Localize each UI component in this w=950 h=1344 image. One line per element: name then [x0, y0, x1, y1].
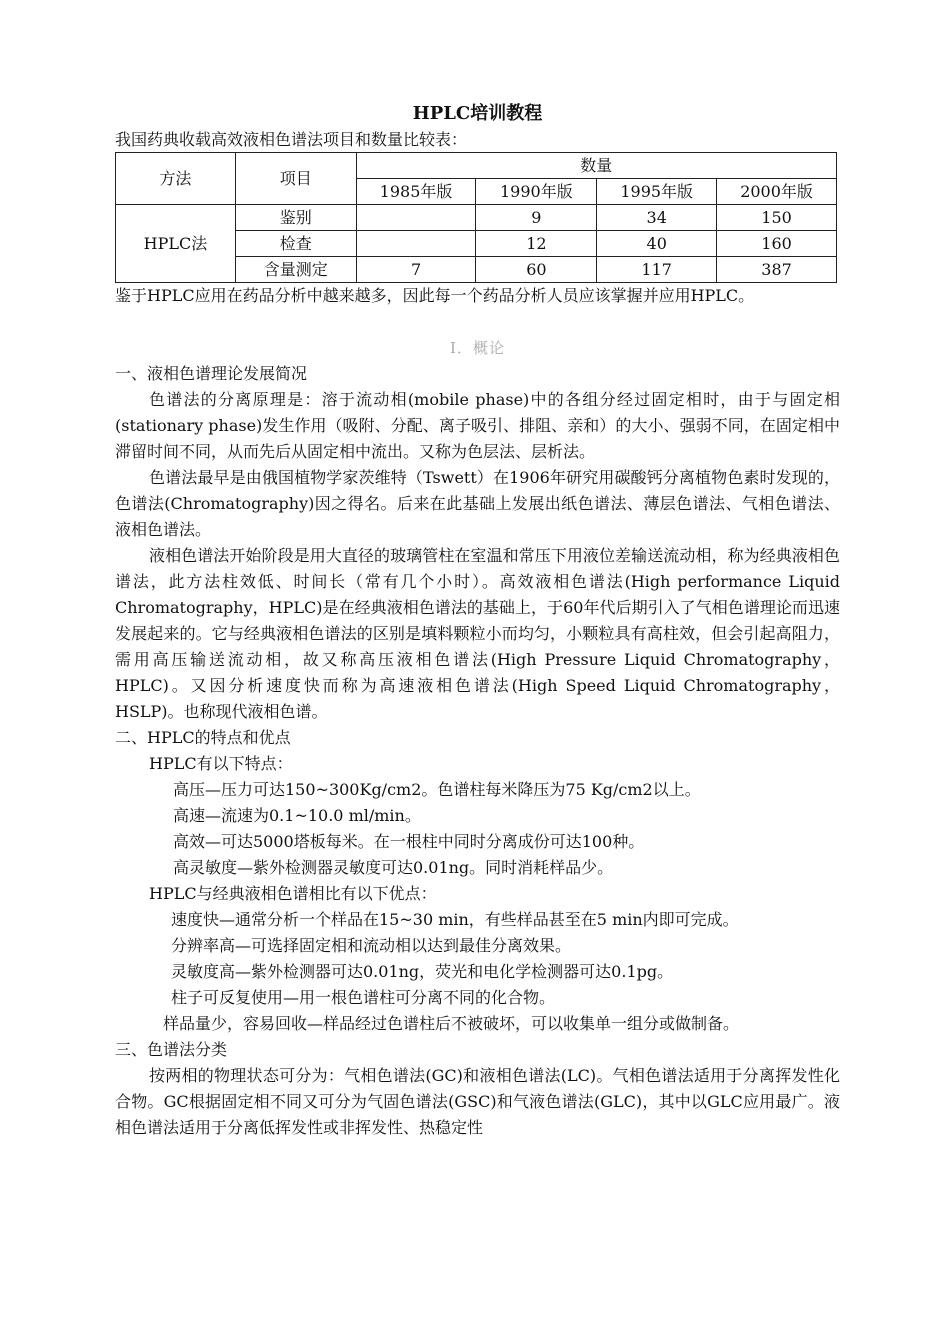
advantage-item: 灵敏度高—紫外检测器可达0.01ng，荧光和电化学检测器可达0.1pg。 — [171, 962, 674, 981]
header-quantity: 数量 — [356, 153, 836, 179]
paragraph-classification: 按两相的物理状态可分为：气相色谱法(GC)和液相色谱法(LC)。气相色谱法适用于分离挥发性化合物。GC根据固定相不同又可分为气固色谱法(GSC)和气液色谱法(GLC)，其中以GLC应用最广。液相色谱法适用于分离低挥发性或非挥发性、热稳定性 — [115, 1066, 840, 1137]
paragraph-history: 色谱法最早是由俄国植物学家茨维特（Tswett）在1906年研究用碳酸钙分离植物色素时发现的，色谱法(Chromatography)因之得名。后来在此基础上发展出纸色谱法、薄层色谱法、气相色谱法、液相色谱法。 — [115, 468, 840, 539]
header-item: 项目 — [235, 153, 356, 205]
value-cell — [356, 231, 476, 257]
header-method: 方法 — [116, 153, 236, 205]
document-page — [115, 100, 840, 1141]
advantage-item: 样品量少，容易回收—样品经过色谱柱后不被破坏，可以收集单一组分或做制备。 — [163, 1014, 740, 1033]
feature-item: 高压—压力可达150~300Kg/cm2。色谱柱每米降压为75 Kg/cm2以上。 — [173, 780, 701, 799]
value-cell: 150 — [717, 205, 837, 231]
pharmacopoeia-comparison-table — [115, 152, 837, 283]
intro-paragraph: 鉴于HPLC应用在药品分析中越来越多，因此每一个药品分析人员应该掌握并应用HPLC。 — [115, 286, 755, 305]
paragraph-separation-principle: 色谱法的分离原理是：溶于流动相(mobile phase)中的各组分经过固定相时，由于与固定相(stationary phase)发生作用（吸附、分配、离子吸引、排阻、亲和）的大小、强弱不同，在固定相中滞留时间不同，从而先后从固定相中流出。又称为色层法、层析法。 — [115, 390, 840, 461]
advantages-intro: HPLC与经典液相色谱相比有以下优点： — [149, 884, 437, 903]
feature-item: 高效—可达5000塔板每米。在一根柱中同时分离成份可达100种。 — [173, 832, 645, 851]
section-title: I．概论 — [450, 339, 505, 357]
value-cell: 60 — [476, 257, 597, 283]
feature-item: 高速—流速为0.1~10.0 ml/min。 — [173, 806, 421, 825]
value-cell: 34 — [597, 205, 717, 231]
table-row — [116, 205, 837, 231]
document-title: HPLC培训教程 — [412, 103, 543, 124]
header-year: 2000年版 — [717, 179, 837, 205]
header-year: 1995年版 — [597, 179, 717, 205]
header-year: 1990年版 — [476, 179, 597, 205]
advantage-item: 柱子可反复使用—用一根色谱柱可分离不同的化合物。 — [171, 988, 556, 1007]
value-cell: 40 — [597, 231, 717, 257]
feature-item: 高灵敏度—紫外检测器灵敏度可达0.01ng。同时消耗样品少。 — [173, 858, 614, 877]
item-cell: 检查 — [235, 231, 356, 257]
method-cell: HPLC法 — [116, 205, 236, 283]
item-cell: 鉴别 — [235, 205, 356, 231]
heading-2: 二、HPLC的特点和优点 — [115, 728, 291, 747]
features-intro: HPLC有以下特点： — [149, 754, 293, 773]
value-cell: 7 — [356, 257, 476, 283]
heading-1: 一、液相色谱理论发展简况 — [115, 364, 308, 383]
value-cell — [356, 205, 476, 231]
value-cell: 117 — [597, 257, 717, 283]
heading-3: 三、色谱法分类 — [115, 1040, 228, 1059]
value-cell: 160 — [717, 231, 837, 257]
paragraph-hplc-development: 液相色谱法开始阶段是用大直径的玻璃管柱在室温和常压下用液位差输送流动相，称为经典液相色谱法，此方法柱效低、时间长（常有几个小时）。高效液相色谱法(High performance Liquid Chromatography，HPLC)是在经典液相色谱法的基础上，于60年代后期引入了气相色谱理论而迅速发展起来的。它与经典液相色谱法的区别是填料颗粒小而均匀，小颗粒具有高柱效，但会引起高阻力，需用高压输送流动相，故又称高压液相色谱法(High Pressure Liquid Chromatography，HPLC)。又因分析速度快而称为高速液相色谱法(High Speed Liquid Chromatography，HSLP)。也称现代液相色谱。 — [115, 546, 840, 721]
header-year: 1985年版 — [356, 179, 476, 205]
value-cell: 12 — [476, 231, 597, 257]
value-cell: 387 — [717, 257, 837, 283]
item-cell: 含量测定 — [235, 257, 356, 283]
table-header-row — [116, 153, 837, 179]
table-caption: 我国药典收载高效液相色谱法项目和数量比较表： — [115, 130, 468, 149]
advantage-item: 速度快—通常分析一个样品在15~30 min，有些样品甚至在5 min内即可完成。 — [171, 910, 739, 929]
value-cell: 9 — [476, 205, 597, 231]
advantage-item: 分辨率高—可选择固定相和流动相以达到最佳分离效果。 — [171, 936, 572, 955]
